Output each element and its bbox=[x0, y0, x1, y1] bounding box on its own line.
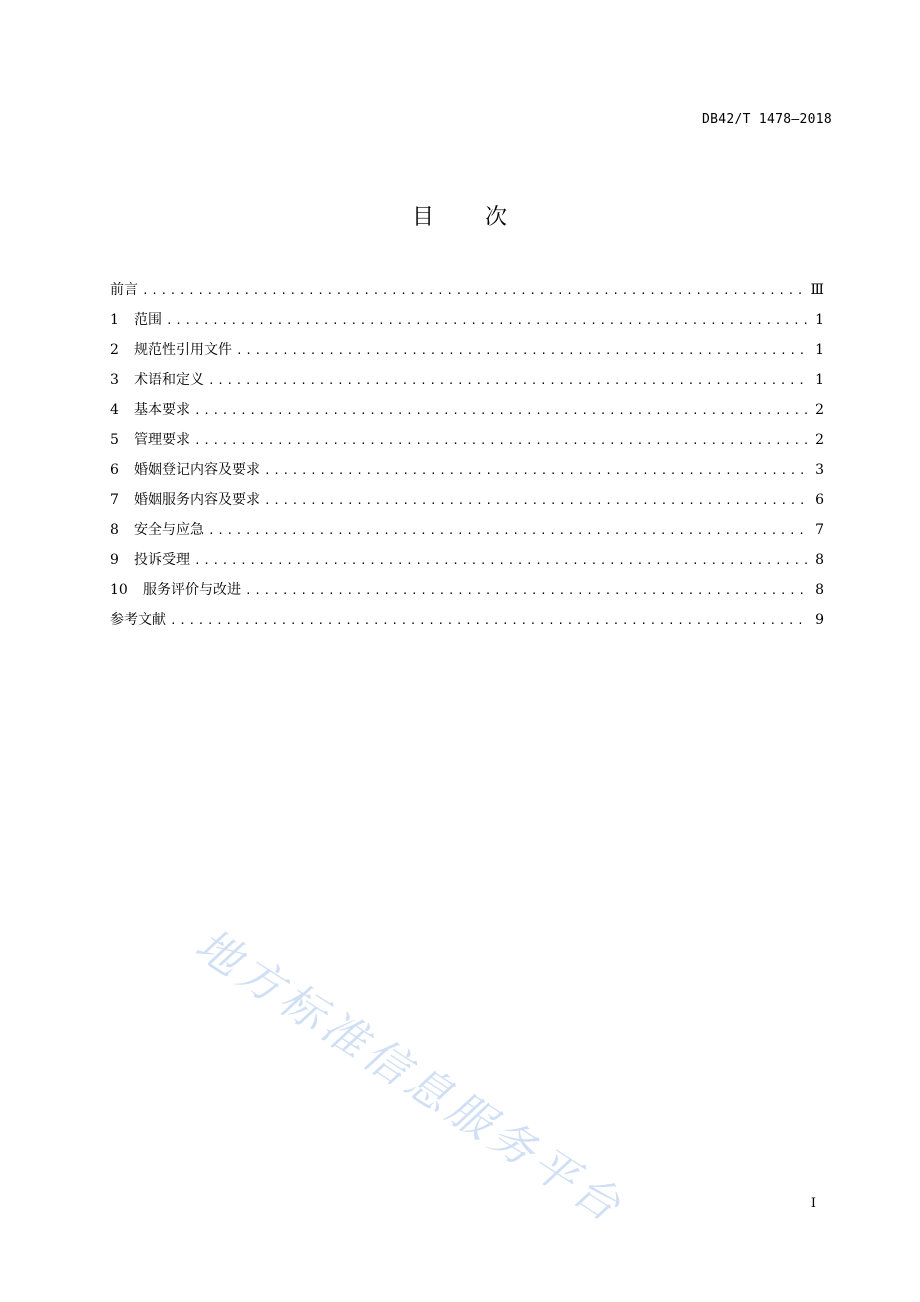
table-of-contents bbox=[110, 275, 824, 635]
toc-entry-number: 2 bbox=[110, 342, 119, 358]
toc-entry-label: 基本要求 bbox=[134, 402, 190, 418]
toc-entry-label: 管理要求 bbox=[134, 432, 190, 448]
toc-leader-dots bbox=[264, 486, 808, 516]
toc-entry-10[interactable] bbox=[110, 575, 824, 605]
toc-entry-page: 9 bbox=[815, 612, 824, 628]
toc-entry-label: 范围 bbox=[134, 312, 162, 328]
title-char-1: 目 bbox=[411, 205, 435, 230]
toc-leader-dots bbox=[166, 306, 808, 336]
toc-entry-number: 8 bbox=[110, 522, 119, 538]
toc-leader-dots bbox=[208, 366, 808, 396]
toc-entry-page: 1 bbox=[815, 312, 824, 328]
toc-leader-dots bbox=[264, 456, 808, 486]
toc-entry-page: 1 bbox=[815, 372, 824, 388]
toc-entry-number: 5 bbox=[110, 432, 119, 448]
toc-entry-page: 6 bbox=[815, 492, 824, 508]
toc-entry-page: 8 bbox=[815, 552, 824, 568]
toc-leader-dots bbox=[170, 606, 808, 636]
toc-entry-2[interactable] bbox=[110, 335, 824, 365]
toc-entry-label: 安全与应急 bbox=[134, 522, 204, 538]
toc-entry-number: 7 bbox=[110, 492, 119, 508]
toc-entry-label: 投诉受理 bbox=[134, 552, 190, 568]
toc-leader-dots bbox=[245, 576, 808, 606]
toc-leader-dots bbox=[208, 516, 808, 546]
toc-entry-number: 6 bbox=[110, 462, 119, 478]
document-code: DB42/T 1478—2018 bbox=[701, 112, 832, 127]
toc-entry-label: 前言 bbox=[110, 282, 138, 298]
watermark: 地方标准信息服务平台 bbox=[186, 919, 634, 1235]
toc-entry-7[interactable] bbox=[110, 485, 824, 515]
toc-entry-page: 2 bbox=[815, 402, 824, 418]
toc-leader-dots bbox=[142, 276, 804, 306]
toc-entry-number: 1 bbox=[110, 312, 119, 328]
toc-leader-dots bbox=[194, 546, 808, 576]
toc-entry-preface[interactable] bbox=[110, 275, 824, 305]
toc-entry-page: 3 bbox=[815, 462, 824, 478]
toc-entry-9[interactable] bbox=[110, 545, 824, 575]
toc-entry-6[interactable] bbox=[110, 455, 824, 485]
toc-entry-number: 3 bbox=[110, 372, 119, 388]
toc-entry-3[interactable] bbox=[110, 365, 824, 395]
toc-entry-4[interactable] bbox=[110, 395, 824, 425]
toc-entry-label: 规范性引用文件 bbox=[134, 342, 232, 358]
toc-leader-dots bbox=[194, 396, 808, 426]
toc-leader-dots bbox=[194, 426, 808, 456]
toc-entry-label: 参考文献 bbox=[110, 612, 166, 628]
toc-entry-page: 7 bbox=[815, 522, 824, 538]
toc-entry-page: 1 bbox=[815, 342, 824, 358]
toc-leader-dots bbox=[236, 336, 808, 366]
toc-entry-1[interactable] bbox=[110, 305, 824, 335]
toc-entry-label: 婚姻服务内容及要求 bbox=[134, 492, 260, 508]
page-title bbox=[0, 200, 920, 231]
toc-entry-label: 服务评价与改进 bbox=[143, 582, 241, 598]
toc-entry-page: 8 bbox=[815, 582, 824, 598]
page-number: I bbox=[810, 1196, 816, 1211]
toc-entry-page: Ⅲ bbox=[810, 282, 824, 298]
toc-entry-page: 2 bbox=[815, 432, 824, 448]
toc-entry-8[interactable] bbox=[110, 515, 824, 545]
title-char-2: 次 bbox=[485, 205, 509, 230]
toc-entry-label: 术语和定义 bbox=[134, 372, 204, 388]
toc-entry-number: 4 bbox=[110, 402, 119, 418]
toc-entry-number: 9 bbox=[110, 552, 119, 568]
toc-entry-references[interactable] bbox=[110, 605, 824, 635]
toc-entry-5[interactable] bbox=[110, 425, 824, 455]
toc-entry-label: 婚姻登记内容及要求 bbox=[134, 462, 260, 478]
toc-entry-number: 10 bbox=[110, 582, 128, 598]
